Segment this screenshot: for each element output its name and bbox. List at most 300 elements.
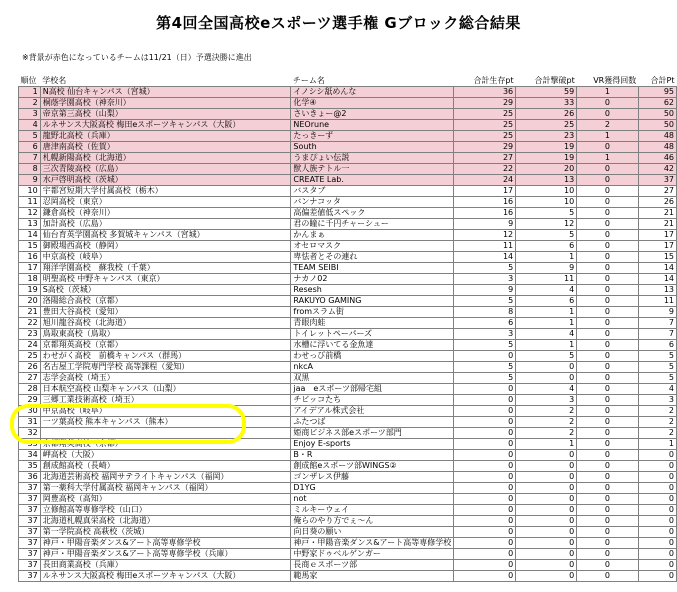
cell-vr: 0 — [577, 494, 638, 505]
cell-kill: 4 — [516, 285, 577, 296]
table-row — [19, 494, 677, 505]
cell-total: 7 — [638, 329, 676, 340]
cell-total: 0 — [638, 527, 676, 538]
cell-vr: 1 — [577, 87, 638, 98]
cell-vr: 0 — [577, 384, 638, 395]
cell-total: 95 — [638, 87, 676, 98]
table-row — [19, 483, 677, 494]
cell-survival: 0 — [454, 439, 516, 450]
cell-survival: 27 — [454, 153, 516, 164]
header-school: 学校名 — [40, 75, 291, 87]
cell-school: S高校（茨城） — [40, 285, 291, 296]
cell-team: CREATE Lab. — [291, 175, 454, 186]
cell-total: 0 — [638, 472, 676, 483]
cell-rank: 33 — [19, 439, 41, 450]
cell-rank: 7 — [19, 153, 41, 164]
cell-team: South — [291, 142, 454, 153]
cell-team: イノシシ舐めんな — [291, 87, 454, 98]
cell-rank: 11 — [19, 197, 41, 208]
cell-survival: 0 — [454, 351, 516, 362]
cell-team: チビッコたち — [291, 395, 454, 406]
cell-rank: 37 — [19, 516, 41, 527]
cell-survival: 29 — [454, 98, 516, 109]
cell-school: 創成館高校（長崎） — [40, 461, 291, 472]
cell-total: 2 — [638, 417, 676, 428]
cell-team: ふたつば — [291, 417, 454, 428]
cell-vr: 0 — [577, 175, 638, 186]
cell-school: 北海道芸術高校 福岡サテライトキャンパス（福岡） — [40, 472, 291, 483]
cell-survival: 0 — [454, 505, 516, 516]
cell-team: 姫商ビジネス部eスポーツ部門 — [291, 428, 454, 439]
header-total: 合計Pt — [638, 75, 676, 87]
cell-school: 龍野北高校（兵庫） — [40, 131, 291, 142]
table-row — [19, 252, 677, 263]
cell-total: 4 — [638, 384, 676, 395]
cell-team: Resesh — [291, 285, 454, 296]
cell-team: 卑怯者とその連れ — [291, 252, 454, 263]
cell-survival: 5 — [454, 340, 516, 351]
cell-rank: 29 — [19, 395, 41, 406]
cell-team: バンナコッタ — [291, 197, 454, 208]
cell-school: 北海道札幌真栄高校（北海道） — [40, 516, 291, 527]
table-row — [19, 241, 677, 252]
cell-survival: 0 — [454, 516, 516, 527]
cell-school: ルネサンス大阪高校 梅田eスポーツキャンパス（大阪） — [40, 120, 291, 131]
cell-survival: 25 — [454, 120, 516, 131]
cell-kill: 12 — [516, 219, 577, 230]
table-row — [19, 285, 677, 296]
cell-school: 日本航空高校 山梨キャンパス（山梨） — [40, 384, 291, 395]
cell-total: 0 — [638, 538, 676, 549]
cell-vr: 0 — [577, 142, 638, 153]
cell-school: 鎌倉高校（神奈川） — [40, 208, 291, 219]
cell-kill: 0 — [516, 373, 577, 384]
cell-team: たっきーず — [291, 131, 454, 142]
table-row — [19, 516, 677, 527]
cell-total: 62 — [638, 98, 676, 109]
cell-kill: 9 — [516, 263, 577, 274]
cell-survival: 16 — [454, 208, 516, 219]
cell-school: 岬高校（大阪） — [40, 450, 291, 461]
cell-rank: 37 — [19, 549, 41, 560]
cell-rank: 13 — [19, 219, 41, 230]
cell-kill: 0 — [516, 472, 577, 483]
cell-rank: 5 — [19, 131, 41, 142]
table-row — [19, 538, 677, 549]
table-row — [19, 461, 677, 472]
cell-vr: 0 — [577, 571, 638, 582]
cell-survival: 0 — [454, 461, 516, 472]
cell-school: 名古屋工学院専門学校 高等課程（愛知） — [40, 362, 291, 373]
cell-survival: 5 — [454, 362, 516, 373]
cell-school: 神戸・甲陽音楽ダンス&アート高等専修学校 — [40, 538, 291, 549]
cell-vr: 0 — [577, 241, 638, 252]
cell-team: うまぴょい伝説 — [291, 153, 454, 164]
cell-vr: 0 — [577, 340, 638, 351]
cell-total: 0 — [638, 483, 676, 494]
cell-team: Enjoy E-sports — [291, 439, 454, 450]
cell-total: 6 — [638, 340, 676, 351]
cell-team: jaa eスポーツ部帰宅組 — [291, 384, 454, 395]
cell-total: 50 — [638, 120, 676, 131]
header-kill: 合計撃破pt — [516, 75, 577, 87]
results-table-body — [19, 75, 677, 582]
cell-team: バスタブ — [291, 186, 454, 197]
cell-vr: 0 — [577, 230, 638, 241]
cell-rank: 15 — [19, 241, 41, 252]
cell-rank: 23 — [19, 329, 41, 340]
cell-kill: 33 — [516, 98, 577, 109]
cell-team: 中野家ドゥベルゲンガー — [291, 549, 454, 560]
header-rank: 順位 — [19, 75, 41, 87]
cell-survival: 24 — [454, 175, 516, 186]
table-row — [19, 87, 677, 98]
cell-team: not — [291, 494, 454, 505]
cell-team: さいきょー@2 — [291, 109, 454, 120]
cell-team: わせっび前橋 — [291, 351, 454, 362]
cell-total: 5 — [638, 351, 676, 362]
cell-vr: 2 — [577, 120, 638, 131]
cell-rank: 8 — [19, 164, 41, 175]
table-row — [19, 142, 677, 153]
cell-total: 0 — [638, 549, 676, 560]
cell-survival: 36 — [454, 87, 516, 98]
table-row — [19, 340, 677, 351]
cell-survival: 0 — [454, 483, 516, 494]
cell-vr: 0 — [577, 219, 638, 230]
cell-rank: 37 — [19, 538, 41, 549]
cell-rank: 1 — [19, 87, 41, 98]
cell-school: ルネサンス大阪高校 梅田eスポーツキャンパス（大阪） — [40, 571, 291, 582]
cell-rank: 17 — [19, 263, 41, 274]
table-row — [19, 120, 677, 131]
cell-survival: 6 — [454, 318, 516, 329]
table-row — [19, 219, 677, 230]
cell-school: 三次青陵高校（広島） — [40, 164, 291, 175]
cell-survival: 9 — [454, 219, 516, 230]
cell-school — [40, 428, 291, 439]
cell-kill: 0 — [516, 461, 577, 472]
cell-survival: 25 — [454, 109, 516, 120]
table-row — [19, 175, 677, 186]
cell-team: オセロマスク — [291, 241, 454, 252]
cell-school: 志学会高校（埼玉） — [40, 373, 291, 384]
cell-kill: 0 — [516, 560, 577, 571]
cell-vr: 0 — [577, 373, 638, 384]
cell-survival: 0 — [454, 406, 516, 417]
table-row — [19, 505, 677, 516]
cell-team: トイレットペーパーズ — [291, 329, 454, 340]
table-row — [19, 153, 677, 164]
cell-kill: 5 — [516, 230, 577, 241]
cell-school: 第一学院高校 高萩校（茨城） — [40, 527, 291, 538]
cell-rank: 37 — [19, 483, 41, 494]
cell-team: 長商ｅスポーツ部 — [291, 560, 454, 571]
cell-rank: 32 — [19, 428, 41, 439]
cell-survival: 0 — [454, 384, 516, 395]
cell-total: 3 — [638, 395, 676, 406]
cell-kill: 0 — [516, 549, 577, 560]
table-row — [19, 351, 677, 362]
table-row — [19, 362, 677, 373]
cell-vr: 0 — [577, 450, 638, 461]
cell-kill: 19 — [516, 153, 577, 164]
cell-kill: 4 — [516, 329, 577, 340]
cell-team: ナカノ02 — [291, 274, 454, 285]
cell-rank: 6 — [19, 142, 41, 153]
table-row — [19, 472, 677, 483]
cell-kill: 2 — [516, 428, 577, 439]
cell-total: 27 — [638, 186, 676, 197]
cell-school: 水戸啓明高校（茨城） — [40, 175, 291, 186]
cell-total: 14 — [638, 263, 676, 274]
cell-survival: 25 — [454, 131, 516, 142]
cell-rank: 24 — [19, 340, 41, 351]
cell-team: ミルキーウェイ — [291, 505, 454, 516]
cell-kill: 0 — [516, 538, 577, 549]
cell-vr: 0 — [577, 483, 638, 494]
cell-total: 2 — [638, 428, 676, 439]
cell-kill: 13 — [516, 175, 577, 186]
cell-kill: 6 — [516, 296, 577, 307]
cell-kill: 25 — [516, 120, 577, 131]
cell-rank: 21 — [19, 307, 41, 318]
cell-total: 11 — [638, 296, 676, 307]
cell-vr: 0 — [577, 428, 638, 439]
cell-team: 化学④ — [291, 98, 454, 109]
cell-total: 50 — [638, 109, 676, 120]
table-row — [19, 450, 677, 461]
cell-total: 26 — [638, 197, 676, 208]
cell-school: 豊田大谷高校（愛知） — [40, 307, 291, 318]
cell-total: 42 — [638, 164, 676, 175]
cell-survival: 9 — [454, 285, 516, 296]
cell-school: 中京高校（岐阜） — [40, 252, 291, 263]
cell-school: 京都翔英高校（京都） — [40, 340, 291, 351]
cell-survival: 0 — [454, 395, 516, 406]
table-row — [19, 263, 677, 274]
cell-total: 7 — [638, 318, 676, 329]
cell-total: 15 — [638, 252, 676, 263]
cell-vr: 1 — [577, 153, 638, 164]
cell-total: 0 — [638, 560, 676, 571]
cell-survival: 29 — [454, 142, 516, 153]
cell-vr: 0 — [577, 505, 638, 516]
cell-rank: 3 — [19, 109, 41, 120]
cell-kill: 6 — [516, 241, 577, 252]
cell-total: 13 — [638, 285, 676, 296]
cell-kill: 11 — [516, 274, 577, 285]
cell-survival: 0 — [454, 549, 516, 560]
cell-rank: 2 — [19, 98, 41, 109]
cell-vr: 0 — [577, 252, 638, 263]
cell-school: 第一薬科大学付属高校 福岡キャンパス（福岡） — [40, 483, 291, 494]
cell-vr: 0 — [577, 516, 638, 527]
table-row — [19, 98, 677, 109]
cell-team: B・R — [291, 450, 454, 461]
cell-vr: 0 — [577, 164, 638, 175]
cell-total: 0 — [638, 494, 676, 505]
cell-survival: 16 — [454, 197, 516, 208]
cell-school: 加計高校（広島） — [40, 219, 291, 230]
cell-rank: 20 — [19, 296, 41, 307]
cell-kill: 1 — [516, 307, 577, 318]
cell-kill: 2 — [516, 406, 577, 417]
cell-vr: 0 — [577, 329, 638, 340]
cell-rank: 31 — [19, 417, 41, 428]
cell-rank: 37 — [19, 571, 41, 582]
cell-kill: 3 — [516, 395, 577, 406]
cell-school: 長田商業高校（兵庫） — [40, 560, 291, 571]
cell-team: 君の瞳に千円チャーシュー — [291, 219, 454, 230]
cell-team: 双黒 — [291, 373, 454, 384]
cell-rank: 30 — [19, 406, 41, 417]
cell-kill: 10 — [516, 197, 577, 208]
cell-vr: 0 — [577, 538, 638, 549]
cell-school: 札幌新陽高校（北海道） — [40, 153, 291, 164]
cell-rank: 34 — [19, 450, 41, 461]
qualification-note: ※背景が赤色になっているチームは11/21（日）予選決勝に進出 — [22, 53, 252, 62]
cell-team: 向日葵の願い — [291, 527, 454, 538]
cell-kill: 26 — [516, 109, 577, 120]
table-row — [19, 417, 677, 428]
cell-school: 三郷工業技術高校（埼玉） — [40, 395, 291, 406]
cell-vr: 0 — [577, 549, 638, 560]
cell-rank: 37 — [19, 494, 41, 505]
cell-vr: 0 — [577, 307, 638, 318]
cell-survival: 14 — [454, 252, 516, 263]
cell-rank: 37 — [19, 560, 41, 571]
cell-vr: 0 — [577, 197, 638, 208]
cell-vr: 0 — [577, 362, 638, 373]
cell-school: 洛陽総合高校（京都） — [40, 296, 291, 307]
cell-school: 忍岡高校（東京） — [40, 197, 291, 208]
cell-vr: 0 — [577, 527, 638, 538]
table-row — [19, 395, 677, 406]
cell-survival: 0 — [454, 450, 516, 461]
cell-total: 14 — [638, 274, 676, 285]
cell-total: 48 — [638, 142, 676, 153]
cell-vr: 0 — [577, 472, 638, 483]
cell-school: 仙台育英学園高校 多賀城キャンパス（宮城） — [40, 230, 291, 241]
cell-survival: 3 — [454, 274, 516, 285]
cell-total: 0 — [638, 505, 676, 516]
cell-survival: 5 — [454, 373, 516, 384]
cell-vr: 0 — [577, 98, 638, 109]
cell-kill: 20 — [516, 164, 577, 175]
results-table — [18, 75, 677, 582]
cell-rank: 37 — [19, 527, 41, 538]
table-row — [19, 164, 677, 175]
cell-vr: 0 — [577, 285, 638, 296]
cell-total: 21 — [638, 219, 676, 230]
cell-survival: 17 — [454, 186, 516, 197]
cell-rank: 10 — [19, 186, 41, 197]
cell-team: 高偏差値低スペック — [291, 208, 454, 219]
cell-total: 17 — [638, 241, 676, 252]
cell-total: 5 — [638, 373, 676, 384]
cell-kill: 0 — [516, 516, 577, 527]
cell-rank: 28 — [19, 384, 41, 395]
cell-rank: 19 — [19, 285, 41, 296]
cell-team: 水槽に浮いてる金魚達 — [291, 340, 454, 351]
cell-vr: 0 — [577, 208, 638, 219]
cell-team: fromスラム街 — [291, 307, 454, 318]
cell-total: 37 — [638, 175, 676, 186]
cell-total: 9 — [638, 307, 676, 318]
cell-total: 2 — [638, 406, 676, 417]
cell-rank: 25 — [19, 351, 41, 362]
cell-kill: 1 — [516, 252, 577, 263]
table-row — [19, 296, 677, 307]
cell-team: 青眼肉蛙 — [291, 318, 454, 329]
cell-kill: 5 — [516, 351, 577, 362]
table-row — [19, 186, 677, 197]
cell-school: 唐津南高校（佐賀） — [40, 142, 291, 153]
cell-kill: 0 — [516, 494, 577, 505]
cell-survival: 5 — [454, 263, 516, 274]
table-row — [19, 439, 677, 450]
cell-total: 48 — [638, 131, 676, 142]
cell-kill: 0 — [516, 571, 577, 582]
cell-survival: 0 — [454, 538, 516, 549]
cell-school: 宇都宮短期大学付属高校（栃木） — [40, 186, 291, 197]
cell-vr: 0 — [577, 439, 638, 450]
cell-kill: 4 — [516, 384, 577, 395]
cell-rank: 36 — [19, 472, 41, 483]
header-vr: VR獲得回数 — [577, 75, 638, 87]
cell-team: 神戸・甲陽音楽ダンス&アート高等専修学校 — [291, 538, 454, 549]
cell-total: 0 — [638, 461, 676, 472]
cell-vr: 0 — [577, 461, 638, 472]
cell-rank: 37 — [19, 505, 41, 516]
cell-rank: 9 — [19, 175, 41, 186]
cell-vr: 0 — [577, 318, 638, 329]
header-team: チーム名 — [291, 75, 454, 87]
table-row — [19, 373, 677, 384]
cell-team: ゴンザレス伊藤 — [291, 472, 454, 483]
cell-total: 0 — [638, 450, 676, 461]
cell-survival: 0 — [454, 527, 516, 538]
cell-total: 17 — [638, 230, 676, 241]
cell-team: TEAM SEIBI — [291, 263, 454, 274]
cell-school: 神戸・甲陽音楽ダンス&アート高等専修学校（兵庫） — [40, 549, 291, 560]
table-row — [19, 329, 677, 340]
cell-vr: 0 — [577, 406, 638, 417]
cell-vr: 0 — [577, 296, 638, 307]
cell-survival: 0 — [454, 494, 516, 505]
cell-kill: 1 — [516, 439, 577, 450]
cell-survival: 8 — [454, 307, 516, 318]
cell-team: 俺らのやり方でぇ～ん — [291, 516, 454, 527]
table-row — [19, 318, 677, 329]
cell-rank: 16 — [19, 252, 41, 263]
header-survival: 合計生存pt — [454, 75, 516, 87]
cell-rank: 35 — [19, 461, 41, 472]
cell-school: 御殿場西高校（静岡） — [40, 241, 291, 252]
table-row — [19, 230, 677, 241]
cell-kill: 5 — [516, 208, 577, 219]
cell-rank: 22 — [19, 318, 41, 329]
cell-school: 明聖高校 中野キャンパス（東京） — [40, 274, 291, 285]
cell-school: 鳥取東高校（鳥取） — [40, 329, 291, 340]
cell-kill: 0 — [516, 362, 577, 373]
cell-kill: 59 — [516, 87, 577, 98]
cell-survival: 0 — [454, 428, 516, 439]
cell-kill: 0 — [516, 483, 577, 494]
page-title: 第4回全国高校eスポーツ選手権 Gブロック総合結果 — [156, 14, 521, 32]
cell-rank: 12 — [19, 208, 41, 219]
